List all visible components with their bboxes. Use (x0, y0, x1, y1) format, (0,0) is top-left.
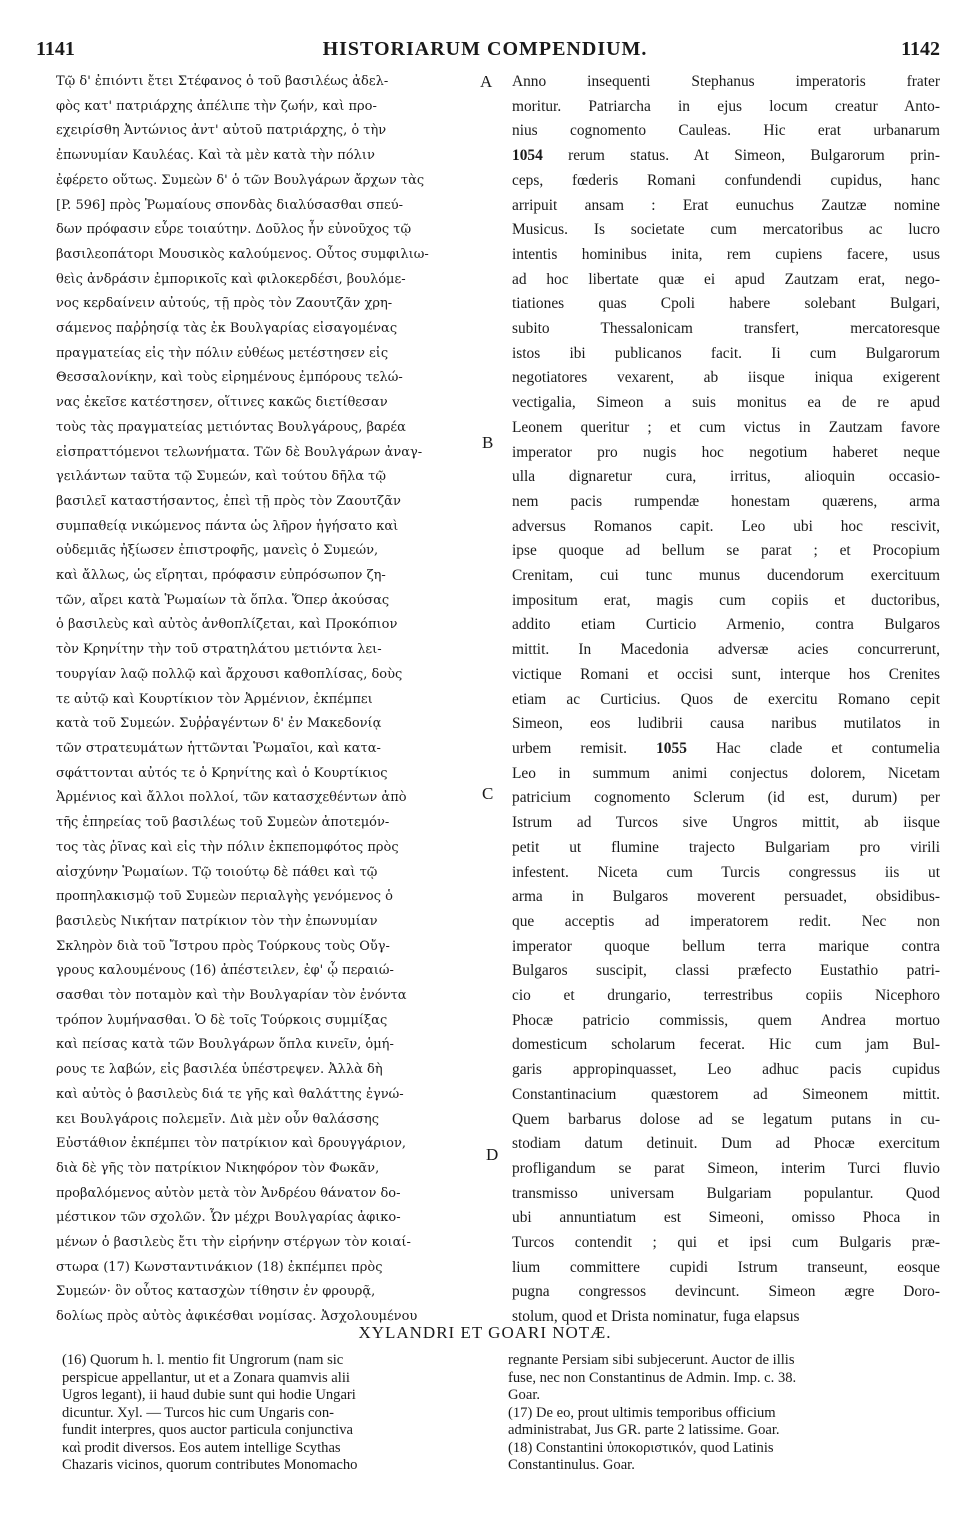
greek-line: εἰσπραττόμενοι τελωνήματα. Τῶν δὲ Βουλγάρων ἀναγ- (56, 444, 423, 460)
greek-line: βασιλεοπάτορι Μουσικὸς καλούμενος. Οὗτος συμφιλιω- (56, 246, 429, 262)
year-marker: 1055 (656, 739, 687, 757)
greek-line: βασιλεὺς Νικήταν πατρίκιον τὸν τὴν ἐπωνυμίαν (56, 913, 378, 929)
notes-left-column (62, 1352, 492, 1475)
latin-line: ulla dignaretur cura, irritus, alioquin occasio- (512, 468, 940, 486)
greek-line: καὶ πείσας κατὰ τῶν Βουλγάρων ὅπλα κινεῖν, ὁμή- (56, 1037, 394, 1053)
greek-line: τὸν Κρηνίτην τὴν τοῦ στρατηλάτου μετιόντα λει- (56, 642, 382, 658)
note-line: fundit interpres, quos auctor particula conjunctiva (62, 1422, 353, 1438)
section-marker-a: A (480, 72, 493, 91)
year-marker: 1054 (512, 147, 543, 165)
running-title: HISTORIARUM COMPENDIUM. (322, 38, 648, 60)
latin-line: adversus Romanos capit. Leo ubi hoc rescivit, (512, 517, 940, 535)
greek-line: καὶ ἄλλως, ὡς εἴρηται, πρόφασιν εὐπρόσωπον ζη- (56, 568, 386, 584)
note-line: Chazaris vicinos, quorum contributes Monomacho (62, 1457, 358, 1473)
greek-line: τῶν στρατευμάτων ἡττῶνται Ῥωμαῖοι, καὶ κατα- (56, 740, 381, 756)
latin-line: lium committere cupidi Istrum transeunt, eosque (512, 1258, 940, 1276)
note-line: (17) De eo, prout ultimis temporibus officium (508, 1404, 776, 1421)
latin-line: garis appropinquasset, Leo adhuc pacis cupidus (512, 1061, 940, 1079)
greek-line: μέστικον τῶν σχολῶν. Ὧν μέχρι Βουλγαρίας ἀφικο- (56, 1210, 401, 1226)
latin-line: 1054 rerum status. At Simeon, Bulgarorum prin- (512, 147, 940, 165)
latin-line: ceps, fœderis Romani confundendi cupidus, hanc (512, 171, 940, 189)
latin-line: stodiam datum detinuit. Dum ad Phocæ exercitum (512, 1135, 940, 1153)
latin-line: nem pacis rumpendæ honestam quærens, arma (512, 492, 940, 510)
greek-line: τοὺς τὰς πραγματείας μετιόντας Βουλγάρους, βαρέα (56, 419, 406, 435)
note-line: regnante Persiam sibi subjecerunt. Auctor de illis (508, 1352, 795, 1368)
greek-line: Θεσσαλονίκην, καὶ τοὺς εἰρημένους ἐμπόρους τελώ- (56, 370, 403, 386)
greek-line: σάμενος παῤῥησίᾳ τὰς ἐκ Βουλγαρίας εἰσαγομένας (56, 321, 398, 337)
note-line: (16) Quorum h. l. mentio fit Ungrorum (nam sic (62, 1352, 344, 1368)
greek-line: γειλάντων ταῦτα τῷ Συμεών, καὶ τούτου δῆλα τῷ (56, 469, 386, 485)
greek-line: καὶ αὐτὸς ὁ βασιλεὺς διά τε γῆς καὶ θαλάττης ἐγνώ- (56, 1086, 404, 1102)
latin-line: transmisso universam Bulgariam populantur. Quod (512, 1184, 940, 1202)
greek-text-column (56, 70, 476, 1325)
latin-line: Bulgaros suscipit, classi præfecto Eustathio patri- (512, 962, 940, 980)
greek-line: Εὐστάθιον ἐκπέμπει τὸν πατρίκιον καὶ δρουγγάριον, (56, 1136, 407, 1152)
latin-line: stolum, quod et Drista nominatur, fuga elapsus (512, 1308, 800, 1326)
section-marker-c: C (482, 784, 494, 803)
greek-line: κατὰ τοῦ Συμεών. Συῤῥαγέντων δ' ἐν Μακεδονίᾳ (56, 716, 382, 732)
greek-line: συμπαθείᾳ νικώμενος πάντα ὡς λῆρον ἡγήσατο καὶ (56, 518, 399, 534)
note-line: administrabat, Jus GR. parte 2 latissime. Goar. (508, 1422, 780, 1438)
latin-line: Constantinacium quæstorem ad Simeonem mittit. (512, 1085, 940, 1103)
latin-line: Leonem queritur ; et cum victus in Zautzam favore (512, 418, 940, 436)
latin-text-column (512, 70, 940, 1326)
latin-line: tiationes quas Cpoli habere solebant Bulgari, (512, 295, 940, 313)
greek-line: ἐπωνυμίαν Καυλέας. Καὶ τὰ μὲν κατὰ τὴν πόλιν (56, 148, 375, 164)
greek-line: πραγματείας εἰς τὴν πόλιν εὐθέως μετέστησεν εἰς (56, 345, 389, 361)
greek-line: βασιλεῖ καταστήσαντος, ἐπεὶ τῇ πρὸς τὸν Ζαουτζᾶν (56, 493, 401, 509)
latin-line: addito etiam Curticio Armenio, contra Bulgaros (512, 616, 940, 634)
latin-line: petit ut flumine trajecto Bulgariam pro virili (512, 838, 940, 856)
greek-line: κει Βουλγάροις πολεμεῖν. Διὰ μὲν οὖν θαλάσσης (56, 1111, 379, 1127)
greek-line: ὁ βασιλεὺς καὶ αὐτὸς ἀνθοπλίζεται, καὶ Προκόπιον (56, 617, 398, 633)
running-header (30, 38, 940, 66)
greek-line: δολίως πρὸς αὐτὸς ἀφικέσθαι νομίσας. Ἀσχολουμένου (56, 1309, 418, 1325)
notes-title: XYLANDRI ET GOARI NOTÆ. (358, 1323, 612, 1342)
latin-line: mittit. In Macedonia adversæ acies concurrerunt, (512, 641, 940, 659)
latin-line: Anno insequenti Stephanus imperatoris frater (512, 73, 940, 90)
latin-line: Simeon, eos ludibrii causa naribus mutilatos in (512, 715, 940, 733)
greek-line: τε αὐτῷ καὶ Κουρτίκιον τὸν Ἀρμένιον, ἐκπέμπει (56, 691, 373, 707)
notes-right-column (508, 1352, 940, 1475)
latin-line: Turcos contendit ; qui et ipsi cum Bulgaris præ- (512, 1234, 940, 1252)
latin-line: istos ibi publicanos facit. Ii cum Bulgarorum (512, 344, 940, 362)
greek-line: [P. 596] πρὸς Ῥωμαίους σπονδὰς διαλύσασθαι σπεύ- (56, 197, 404, 213)
greek-line: τουργίαν λαῷ πολλῷ καὶ ἄρχουσι καθοπλίσας, δοὺς (56, 666, 403, 682)
latin-line: ipse quoque ad bellum se parat ; et Procopium (512, 542, 940, 560)
latin-line: nius cognomento Cauleas. Hic erat urbanarum (512, 122, 940, 140)
greek-line: διὰ δὲ γῆς τὸν πατρίκιον Νικηφόρον τὸν Φωκᾶν, (56, 1160, 380, 1176)
greek-line: φὸς κατ' πατριάρχης ἀπέλιπε τὴν ζωήν, καὶ προ- (56, 98, 377, 114)
note-line: καὶ prodit diversos. Eos autem intellige Scythas (62, 1439, 341, 1456)
greek-line: σφάττονται αὐτός τε ὁ Κρηνίτης καὶ ὁ Κουρτίκιος (56, 765, 388, 781)
latin-line: etiam ac Curticius. Quos de exercitu Romano cepit (512, 690, 940, 708)
latin-line: Crenitam, cui tunc munus ducendorum exercituum (512, 567, 940, 585)
greek-line: Σκληρὸν διὰ τοῦ Ἴστρου πρὸς Τούρκους τοὺς Οὔγ- (56, 938, 390, 954)
latin-line: arripuit ansam : Erat eunuchus Zautzæ nomine (512, 196, 940, 214)
note-line: (18) Constantini ὑποκοριστικόν, quod Latinis (508, 1439, 774, 1456)
latin-line: Istrum ad Turcos sive Ungros mittit, ab iisque (512, 814, 940, 832)
greek-line: οὐδεμιᾶς ἠξίωσεν ἐπιστροφῆς, μανεὶς ὁ Συμεών, (56, 543, 379, 559)
latin-line: imperator pro nugis hoc negotium haberet neque (512, 443, 940, 461)
greek-line: τρόπον λυμήνασθαι. Ὁ δὲ τοῖς Τούρκοις συμμίξας (56, 1012, 388, 1028)
latin-line: ad hoc libertate quæ ei apud Zautzam erat, nego- (512, 270, 940, 288)
greek-line: γρους καλουμένους (16) ἀπέστειλεν, ἐφ' ᾧ περαιώ- (56, 963, 394, 979)
greek-line: Ἀρμένιος καὶ ἄλλοι πολλοί, τῶν κατασχεθέντων ἀπὸ (56, 790, 407, 806)
latin-line: arma in Bulgaros moverent persuadet, obsidibus- (512, 888, 940, 906)
latin-line: pugna congressos devincunt. Simeon ægre Doro- (512, 1283, 940, 1301)
latin-line: domesticum scholarum fecerat. Hic cum jam Bul- (512, 1036, 940, 1054)
greek-line: προπηλακισμῷ τοῦ Συμεὼν περιαλγὴς γενόμενος ὁ (56, 889, 394, 905)
note-line: perspicue appellantur, ut et a Zonara quamvis alii (62, 1369, 350, 1386)
latin-line: Quem barbarus dolose ad se legatum putans in cu- (512, 1110, 940, 1128)
greek-line: νας ἐκεῖσε κατέστησεν, οἵτινες κακῶς διετίθεσαν (56, 395, 388, 411)
greek-line: στωρα (17) Κωνσταντινάκιον (18) ἐκπέμπει πρὸς (56, 1259, 383, 1275)
latin-line: Musicus. Is societate cum mercatoribus ac lucro (512, 221, 940, 239)
greek-line: Συμεών· ὃν οὗτος κατασχὼν τίθησιν ἐν φρουρᾷ, (56, 1284, 376, 1300)
section-marker-b: B (482, 433, 494, 452)
latin-line: imperator quoque bellum terra marique contra (512, 937, 940, 955)
section-marker-d: D (486, 1145, 499, 1164)
latin-line: impositum erat, magis cum copiis et ductoribus, (512, 591, 940, 609)
latin-line: moritur. Patriarcha in ejus locum creatur Anto- (512, 97, 940, 115)
greek-line: ρους τε λαβών, εἰς βασιλέα ὑπέστρεψεν. Ἀλλὰ δὴ (56, 1062, 383, 1078)
note-line: Ugros legant), ii haud dubie sunt qui hodie Ungari (62, 1387, 356, 1403)
greek-line: δων πρόφασιν εὗρε τοιαύτην. Δοῦλος ἦν εὐνοῦχος τῷ (56, 222, 412, 238)
greek-line: προβαλόμενος αὐτὸν μετὰ τὸν Ἀνδρέου θάνατον δο- (56, 1185, 401, 1201)
greek-line: τῆς ἐπηρείας τοῦ βασιλέως τοῦ Συμεὼν ἀποτεμόν- (56, 815, 390, 831)
latin-line: Leo in summum animi conjectus dolorem, Nicetam (512, 764, 940, 782)
greek-line: νος κερδαίνειν αὐτούς, τῇ πρὸς τὸν Ζαουτζᾶν χρη- (56, 296, 393, 312)
greek-line: Τῷ δ' ἐπιόντι ἔτει Στέφανος ὁ τοῦ βασιλέως ἀδελ- (56, 74, 389, 89)
greek-line: σασθαι τὸν ποταμὸν καὶ τὴν Βουλγαρίαν τὸν ἐνόντα (56, 988, 407, 1004)
note-line: Constantinulus. Goar. (508, 1457, 635, 1473)
latin-line: que acceptis ad imperatorem redit. Nec non (512, 912, 940, 930)
page-number-right: 1142 (901, 38, 940, 60)
latin-line: ubi annuntiatum est Simeoni, omisso Phoca in (512, 1209, 940, 1227)
latin-line: profligandum se parat Simeon, interim Turci fluvio (512, 1159, 940, 1177)
greek-line: ἐφέρετο οὕτως. Συμεὼν δ' ὁ τῶν Βουλγάρων ἄρχων τὰς (56, 172, 425, 188)
note-line: dicuntur. Xyl. — Turcos hic cum Ungaris con- (62, 1404, 334, 1421)
latin-line: intentis hominibus inita, rem cupiens facere, usus (512, 245, 940, 263)
greek-line: τῶν, αἴρει κατὰ Ῥωμαίων τὰ ὅπλα. Ὅπερ ἀκούσας (56, 592, 390, 608)
latin-line: subito Thessalonicam transfert, mercatoresque (512, 320, 940, 338)
latin-line: Phocæ patricio commissis, quem Andrea mortuo (512, 1011, 940, 1029)
greek-line: αἰσχύνην Ῥωμαίων. Τῷ τοιούτῳ δὲ πάθει καὶ τῷ (56, 864, 378, 880)
note-line: Goar. (508, 1387, 541, 1403)
latin-line: vectigalia, Simeon a suis monitus ea de re apud (512, 394, 940, 412)
latin-line: negotiatores vexarent, ab iisque iniqua exigerent (512, 369, 940, 387)
page-number-left: 1141 (36, 38, 75, 60)
latin-line: victique Romani et occisi sunt, interque hos Crenites (512, 665, 940, 683)
latin-line: cio et drungario, terrestribus copiis Nicephoro (512, 987, 940, 1005)
latin-line: urbem remisit. 1055 Hac clade et contumelia (512, 739, 940, 757)
greek-line: θεὶς ἀνδράσιν ἐμπορικοῖς καὶ φιλοκερδέσι, βουλόμε- (56, 271, 406, 287)
latin-line: patricium cognomento Sclerum (id est, durum) per (512, 789, 940, 807)
note-line: fuse, nec non Constantinus de Admin. Imp. c. 38. (508, 1369, 797, 1386)
greek-line: μένων ὁ βασιλεὺς ἔτι τὴν εἰρήνην στέργων τὸν κοιαί- (56, 1235, 411, 1251)
latin-line: infestent. Niceta cum Turcis congressus iis ut (512, 863, 940, 881)
greek-line: τος τὰς ῥῖνας καὶ εἰς τὴν πόλιν ἐκπεπομφότος πρὸς (56, 839, 399, 855)
greek-line: εχειρίσθη Ἀντώνιος ἀντ' αὐτοῦ πατριάρχης, ὁ τὴν (56, 123, 387, 139)
